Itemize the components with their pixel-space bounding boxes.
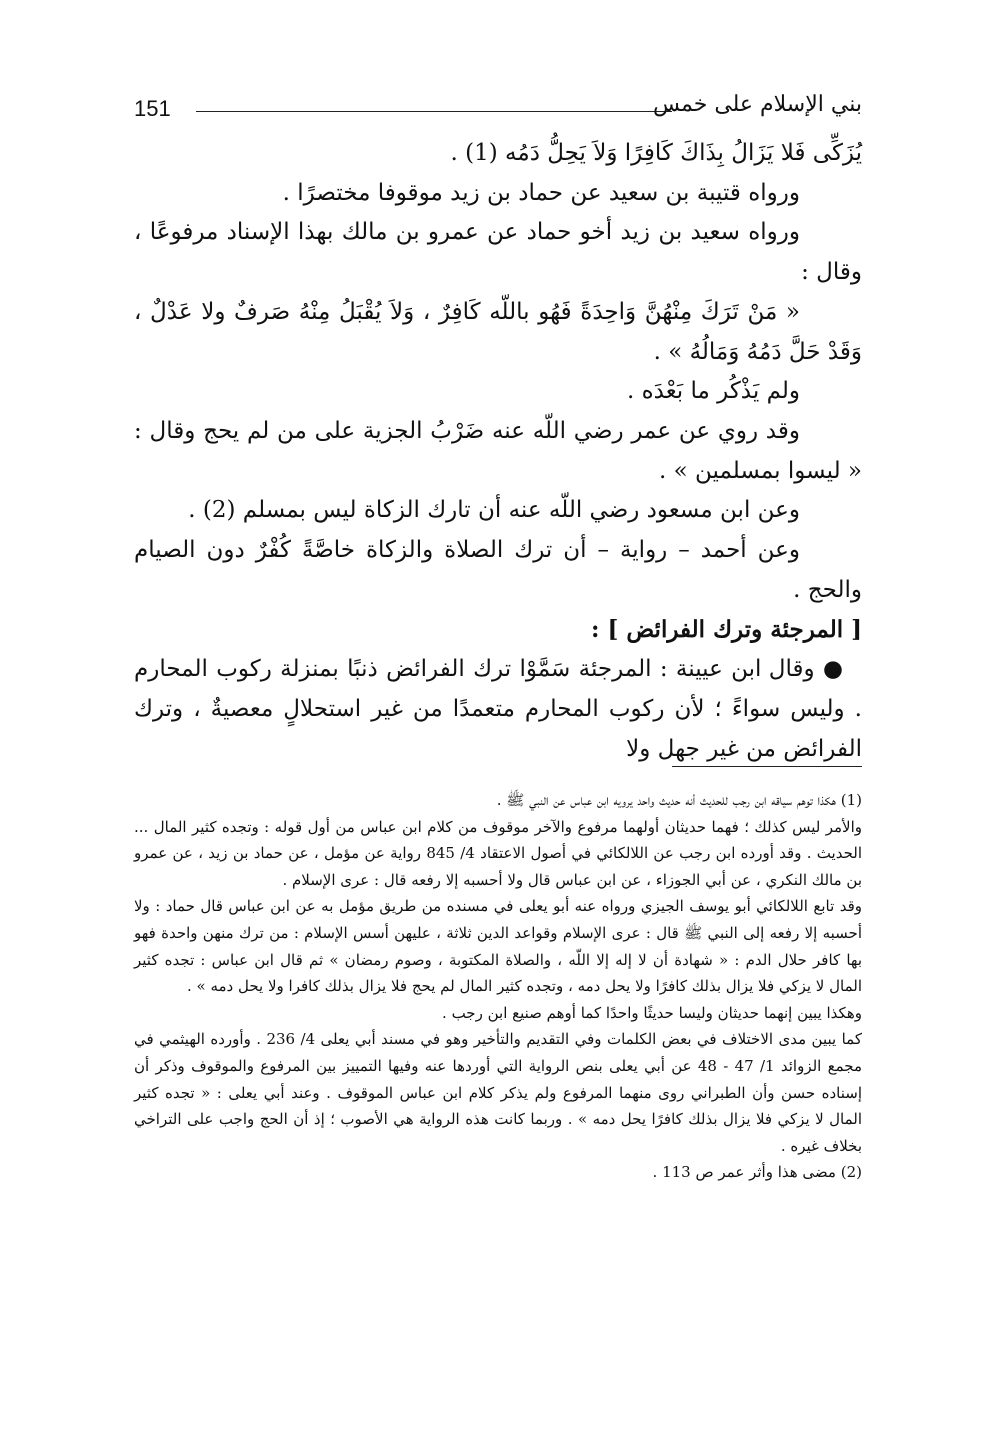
- paragraph-lam-yadhkur: ولم يَذْكُر ما بَعْدَه .: [626, 378, 800, 405]
- footnote-rule: [672, 766, 862, 767]
- paragraph-qutaybah: ورواه قتيبة بن سعيد عن حماد بن زيد موقوفا مختصرًا .: [282, 179, 800, 206]
- paragraph-saeed: ورواه سعيد بن زيد أخو حماد عن عمرو بن مالك بهذا الإسناد مرفوعًا ، وقال :: [134, 219, 862, 286]
- footnote-2: (2) مضى هذا وأثر عمر ص 113 .: [652, 1163, 862, 1182]
- paragraph-ahmad: وعن أحمد – رواية – أن ترك الصلاة والزكاة خاصَّةً كُفْرٌ دون الصيام والحج .: [134, 537, 862, 603]
- footnote-1-explanation: والأمر ليس كذلك ؛ فهما حديثان أولهما مرفوع والآخر موقوف من كلام ابن عباس من أول قوله : وتجده كثير المال ... الحديث . وقد أورده ابن رجب عن اللالكائي في أصول الاعتقاد 4/ 845 رواية عن مؤمل ، عن حماد بن زيد ، عن عمرو بن مالك النكري ، عن أبي الجوزاء ، عن ابن عباس قال ولا أحسبه إلا رفعه قال : عرى الإسلام .: [134, 817, 863, 889]
- section-heading: [ المرجئة وترك الفرائض ] :: [590, 616, 862, 644]
- footnotes: [134, 787, 862, 1186]
- page-header: [134, 92, 862, 128]
- main-text: [134, 134, 862, 769]
- footnote-1-conclusion: وهكذا يبين إنهما حديثان وليسا حديثًا واحدًا كما أوهم صنيع ابن رجب .: [442, 1003, 862, 1022]
- paragraph-ibn-uyaynah: [134, 650, 862, 769]
- footnote-1-followup: وقد تابع اللالكائي أبو يوسف الجيزي ورواه عنه أبو يعلى في مسنده من طريق مؤمل به عن ابن عباس قال حماد : ولا أحسبه إلا رفعه إلى النبي ﷺ قال : عرى الإسلام وقواعد الدين ثلاثة ، عليهن أسس الإسلام : من ترك منهن واحدة فهو بها كافر حلال الدم : « شهادة أن لا إله إلا اللّه ، والصلاة المكتوبة ، وصوم رمضان » ثم قال ابن عباس : تجده كثير المال لا يزكي فلا يزال بذلك كافرًا ولا يحل دمه ، وتجده كثير المال لم يحج فلا يزال بذلك كافرا ولا يحل دمه » .: [134, 897, 862, 996]
- page-number: 151: [134, 96, 171, 121]
- running-title: بني الإسلام على خمس: [652, 92, 862, 117]
- footnote-1: (1) هكذا توهم سياقه ابن رجب للحديث أنه حديث واحد يرويه ابن عباس عن النبي ﷺ .: [496, 791, 862, 809]
- paragraph-ibn-masud: وعن ابن مسعود رضي اللّه عنه أن تارك الزكاة ليس بمسلم (2) .: [188, 497, 800, 524]
- paragraph-hadith-quote: « مَنْ تَرَكَ مِنْهُنَّ وَاحِدَةً فَهُو باللّه كَافِرٌ ، وَلاَ يُقْبَلُ مِنْهُ صَرفٌ ولا عَدْلٌ ، وَقَدْ حَلَّ دَمُهُ وَمَالُهُ » .: [134, 298, 862, 365]
- paragraph-ibn-uyaynah-text: وقال ابن عيينة : المرجئة سَمَّوْا ترك الفرائض ذنبًا بمنزلة ركوب المحارم . وليس سواءً ؛ لأن ركوب المحارم متعمدًا من غير استحلالٍ معصيةٌ ، وترك الفرائض من غير جهل ولا: [134, 656, 862, 762]
- bullet-mark: ●: [822, 656, 845, 683]
- paragraph-continuation: يُزَكِّى فَلا يَزَالُ بِذَاكَ كَافِرًا وَلاَ يَحِلُّ دَمُه (1) .: [450, 140, 862, 166]
- footnote-1-comparison: كما يبين مدى الاختلاف في بعض الكلمات وفي التقديم والتأخير وهو في مسند أبي يعلى 4/ 236 . وأورده الهيثمي في مجمع الزوائد 1/ 47 - 48 عن أبي يعلى بنص الرواية التي أوردها عنه وفيها التمييز بين المرفوع والموقوف وذكر أن إسناده حسن وأن الطبراني روى منهما المرفوع ولم يذكر كلام ابن عباس الموقوف . وعند أبي يعلى : « تجده كثير المال لا يزكي فلا يزال بذلك كافرًا يحل دمه » . وربما كانت هذه الرواية هي الأصوب ؛ إذ أن الحج واجب على التراخي بخلاف غيره .: [134, 1030, 862, 1155]
- header-rule: [196, 111, 672, 112]
- paragraph-umar: وقد روي عن عمر رضي اللّه عنه ضَرْبُ الجزية على من لم يحج وقال : « ليسوا بمسلمين » .: [134, 417, 862, 484]
